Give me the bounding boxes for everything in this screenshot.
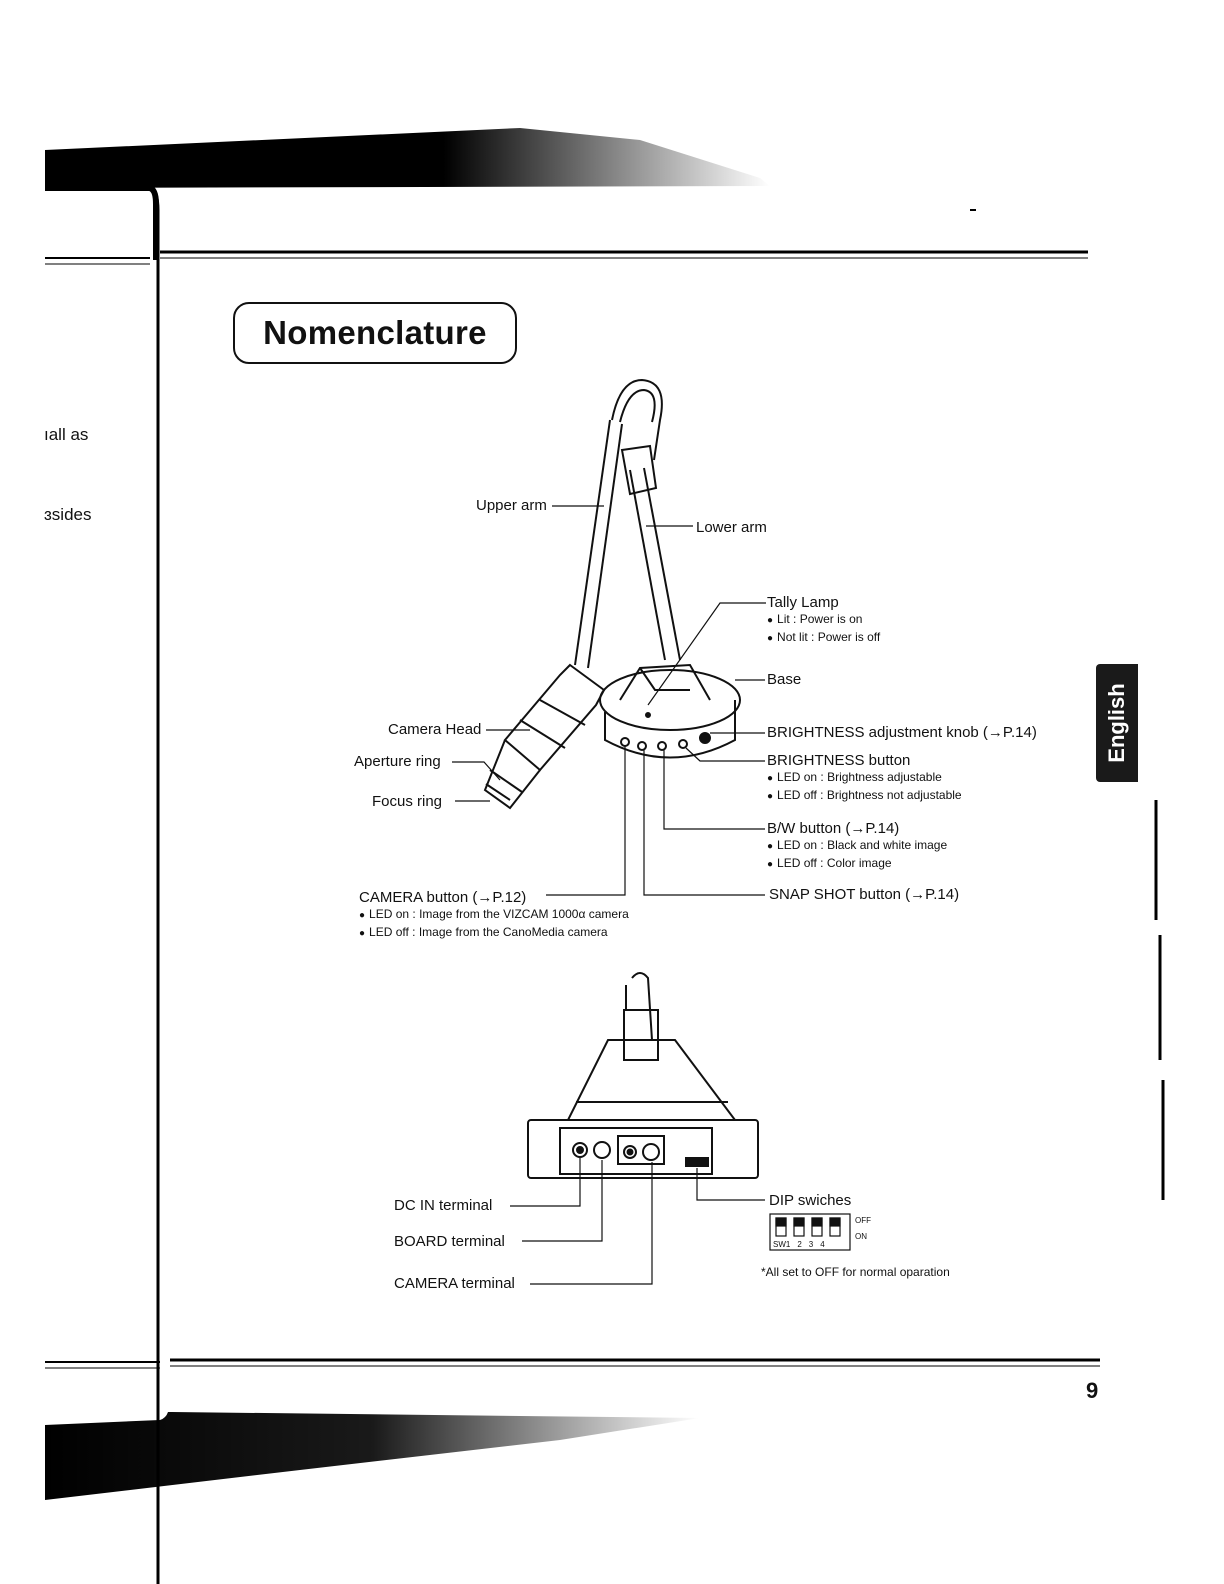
label-camera-button: [359, 889, 629, 942]
bw-button-title: B/W button (→P.14): [767, 820, 900, 837]
label-lower-arm: Lower arm: [696, 519, 767, 536]
rear-panel-illustration: [528, 973, 758, 1178]
page-title: Nomenclature: [233, 302, 517, 364]
label-tally-lamp: [767, 594, 880, 647]
label-camera-terminal: CAMERA terminal: [394, 1275, 515, 1292]
label-snapshot-button: SNAP SHOT button (→P.14): [769, 886, 960, 903]
label-base: Base: [767, 671, 802, 688]
dip-on-label: ON: [855, 1232, 867, 1241]
label-focus-ring: Focus ring: [372, 793, 443, 810]
tally-lamp-title: Tally Lamp: [767, 594, 839, 611]
dip-number: SW1: [773, 1240, 791, 1249]
leader-lines-bottom: [510, 1158, 765, 1284]
dip-numbers: [773, 1240, 853, 1249]
bw-button-bullet: ● LED on : Black and white image: [767, 837, 947, 855]
dip-off-label: OFF: [855, 1216, 871, 1225]
dip-note: *All set to OFF for normal oparation: [761, 1265, 950, 1279]
brightness-button-title: BRIGHTNESS button: [767, 752, 911, 769]
label-brightness-knob: BRIGHTNESS adjustment knob (→P.14): [767, 724, 1037, 741]
label-dip-switches: DIP swiches: [769, 1192, 852, 1209]
label-bw-button: [767, 820, 947, 873]
language-tab: [1096, 664, 1138, 782]
label-camera-head: Camera Head: [388, 721, 482, 738]
tally-lamp-bullet: ● Lit : Power is on: [767, 611, 880, 629]
dip-number: 4: [820, 1240, 825, 1249]
language-tab-label: English: [1104, 683, 1129, 763]
bw-button-bullet: ● LED off : Color image: [767, 855, 947, 873]
bottom-binding-shadow: [45, 1412, 700, 1500]
label-upper-arm: Upper arm: [476, 497, 547, 514]
label-board-terminal: BOARD terminal: [394, 1233, 505, 1250]
dip-number: 3: [808, 1240, 814, 1249]
camera-button-bullet: ● LED on : Image from the VIZCAM 1000α camera: [359, 906, 629, 924]
camera-button-bullet: ● LED off : Image from the CanoMedia camera: [359, 924, 629, 942]
label-dc-in-terminal: DC IN terminal: [394, 1197, 493, 1214]
camera-button-title: CAMERA button (→P.12): [359, 889, 527, 906]
label-aperture-ring: Aperture ring: [354, 753, 441, 770]
top-binding-shadow: [45, 128, 770, 188]
margin-fragment-2: ɜsides: [44, 505, 92, 524]
margin-fragment-1: ıall as: [44, 425, 89, 444]
leader-lines-top: [452, 506, 766, 895]
brightness-button-bullet: ● LED off : Brightness not adjustable: [767, 787, 962, 805]
brightness-button-bullet: ● LED on : Brightness adjustable: [767, 769, 962, 787]
dip-number: 2: [797, 1240, 802, 1249]
page-number: 9: [1086, 1378, 1099, 1403]
tally-lamp-bullet: ● Not lit : Power is off: [767, 629, 880, 647]
presenter-illustration: [485, 380, 740, 808]
label-brightness-button: [767, 752, 962, 805]
